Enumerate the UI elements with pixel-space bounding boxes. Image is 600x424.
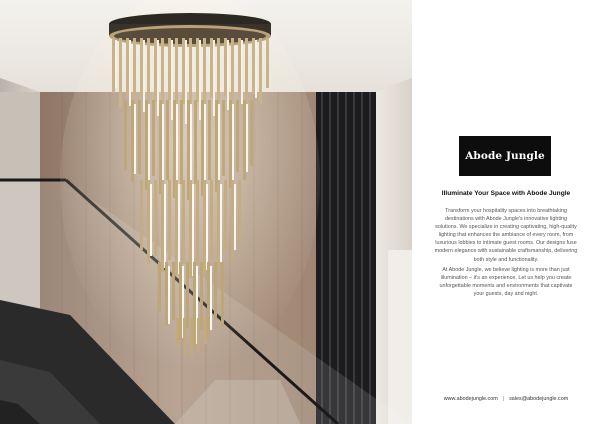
website-link[interactable]: www.abodejungle.com (443, 396, 498, 402)
email-link[interactable]: sales@abodejungle.com (509, 396, 569, 402)
brand-logo-text: Abode Jungle (465, 150, 545, 162)
closing-paragraph: At Abode Jungle, we believe lighting is more than just illumination – it's an experience. Let us help you create unforgettable moments and environments that captivate your guests, day and night. (439, 267, 573, 298)
contact-separator: | (502, 396, 505, 402)
intro-paragraph: Transform your hospitality spaces into breathtaking destinations with Abode Jungle's innovative lighting solutions. We specialize in creating captivating, high-quality lighting that enhances the ambiance of every room, from luxurious lobbies to intimate guest rooms. Our designs fuse modern elegance with sustainable craftsmanship, delivering both style and functionality. (434, 208, 578, 263)
info-panel (412, 0, 600, 424)
brand-logo (459, 136, 551, 176)
contact-footer (412, 396, 600, 402)
page-heading: Illuminate Your Space with Abode Jungle (441, 190, 571, 197)
